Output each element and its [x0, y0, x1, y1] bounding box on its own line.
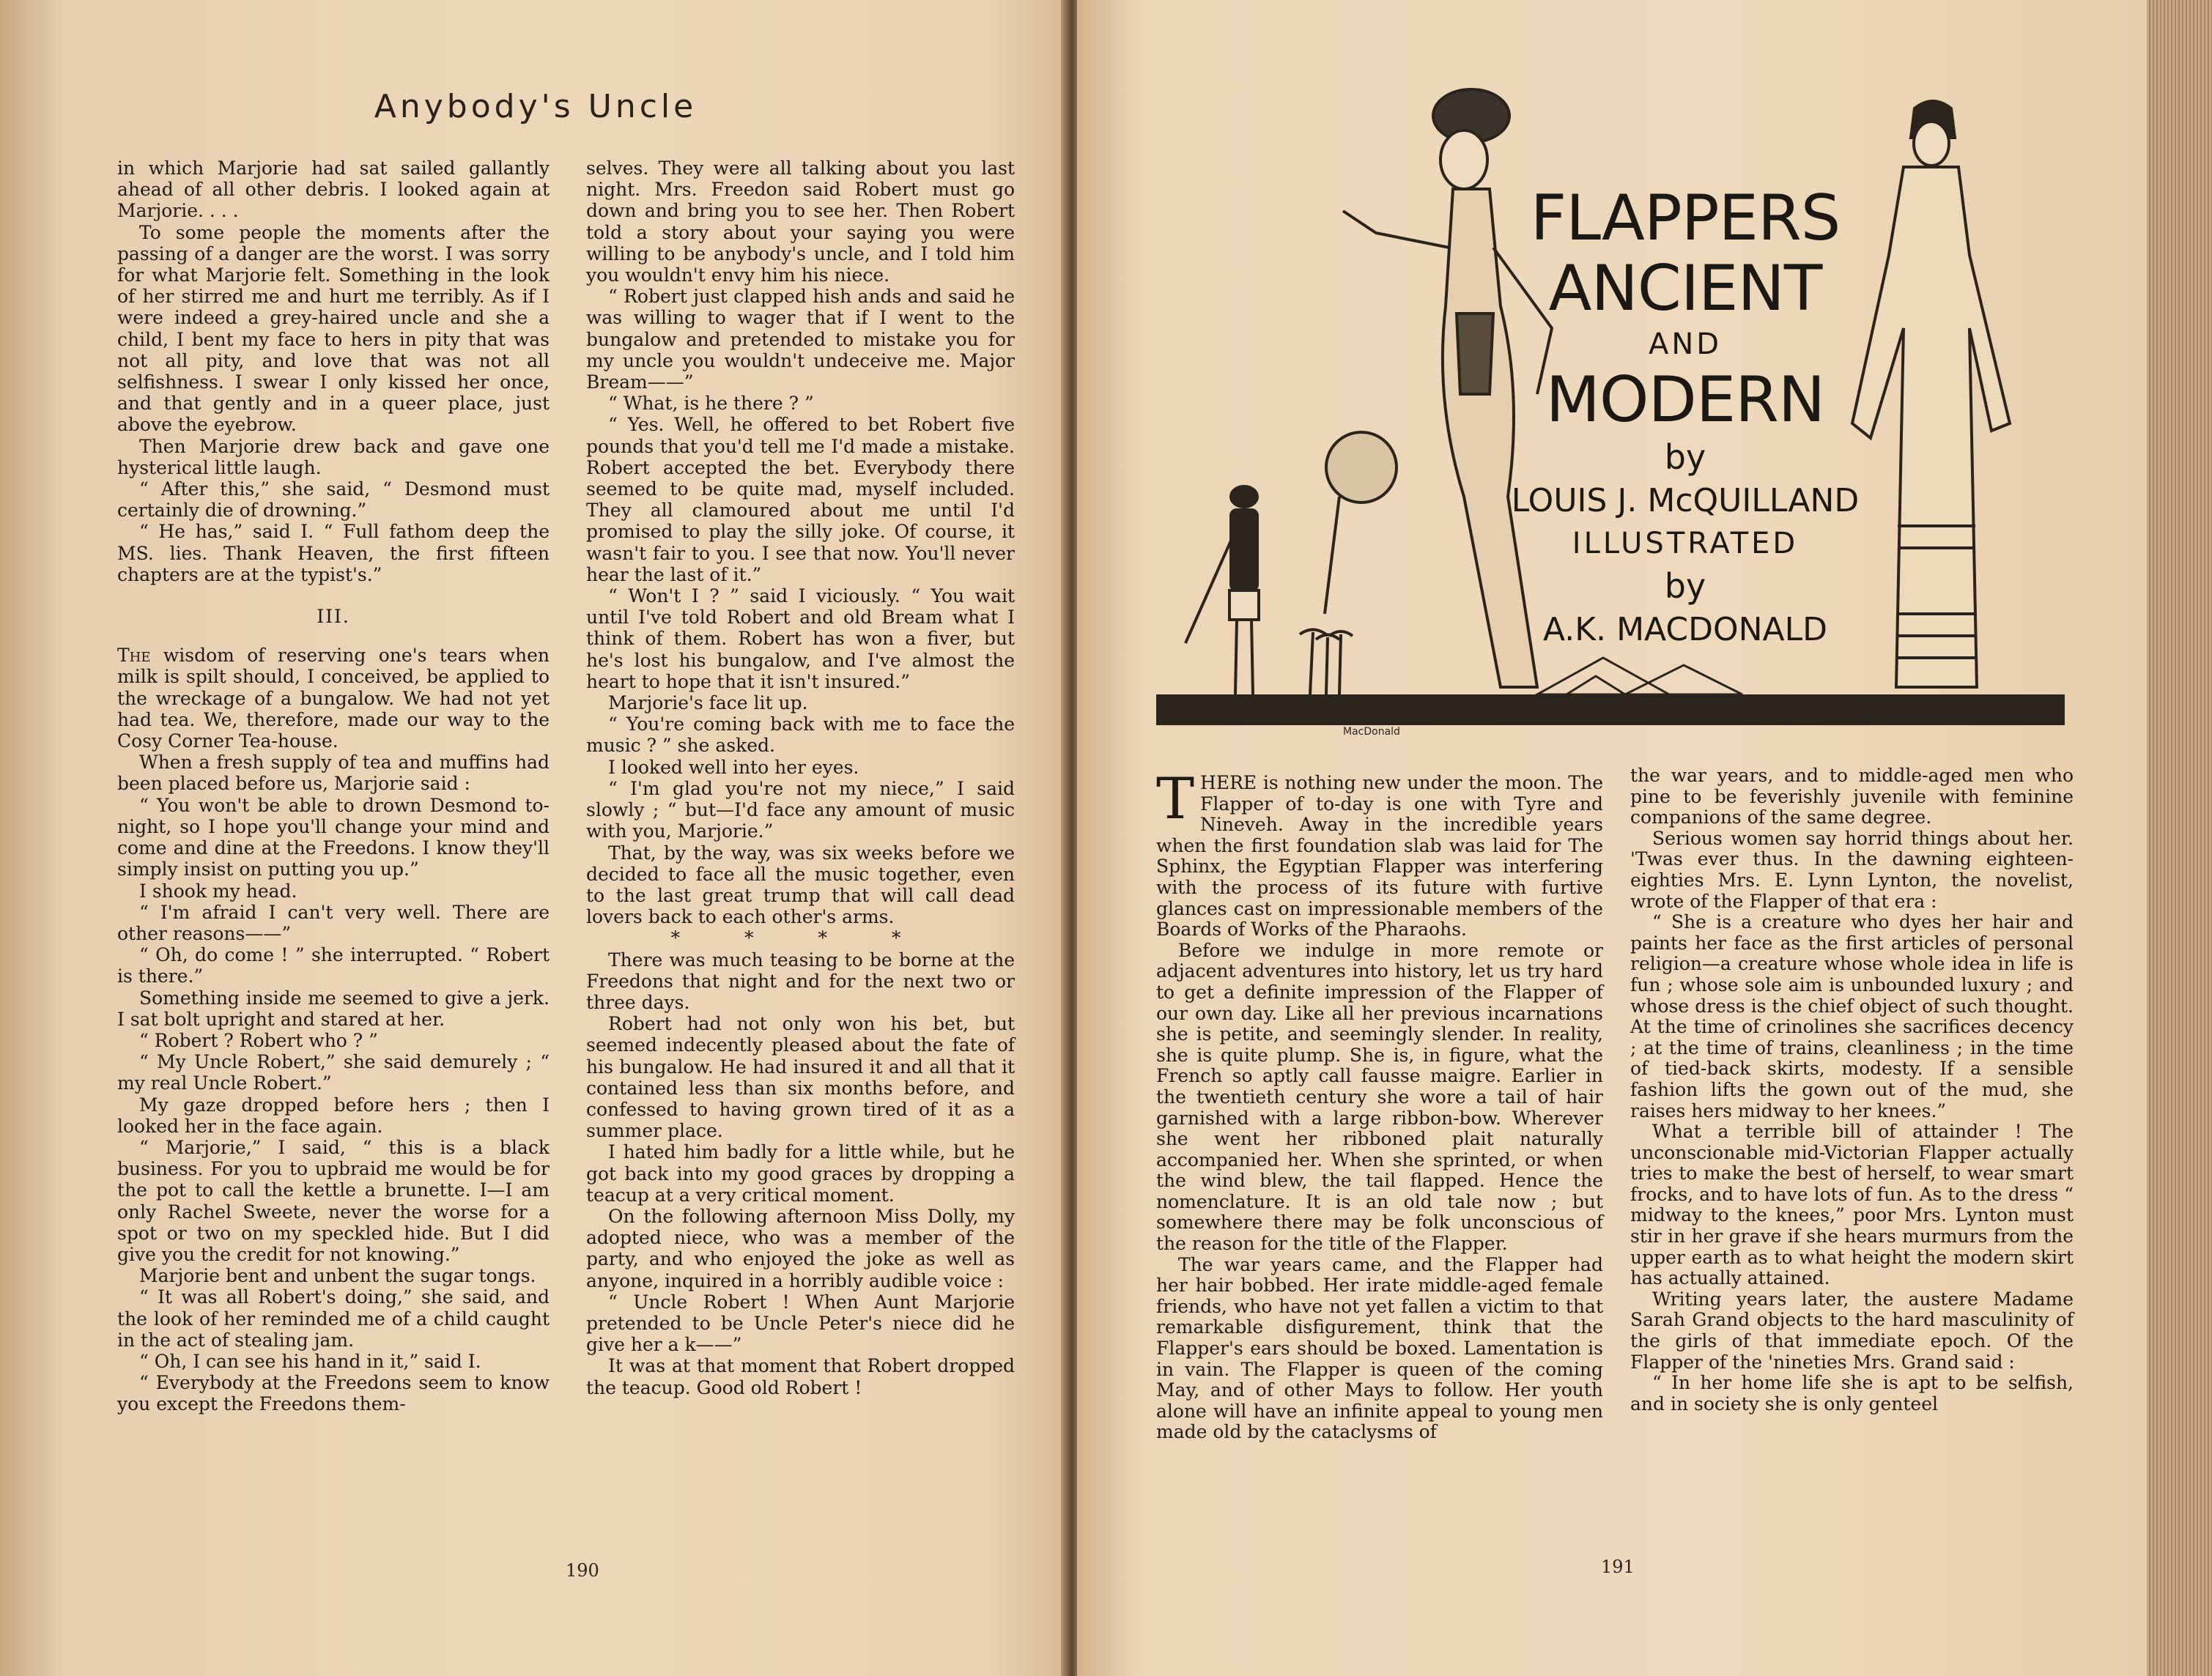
palm-trees-icon — [1300, 630, 1353, 695]
paragraph: “ I'm afraid I can't very well. There are other reasons——” — [117, 901, 550, 944]
paragraph: in which Marjorie had sat sailed gallantly ahead of all other debris. I looked again at Marjorie. . . . — [117, 157, 550, 222]
left-column-2 — [586, 157, 1015, 1398]
author-name: LOUIS J. McQUILLAND — [1511, 482, 1860, 519]
paragraph: “ My Uncle Robert,” she said demurely ; “ my real Uncle Robert.” — [117, 1051, 550, 1094]
paragraph: “ In her home life she is apt to be selfish, and in society she is only genteel — [1630, 1372, 2074, 1414]
paragraph: To some people the moments after the passing of a danger are the worst. I was sorry for what Marjorie felt. Something in the look of her stirred me and hurt me terribly. As if I were indeed a grey-haired uncle and she a child, I bent my face to hers in pity that was not all pity, and love that was not all selfishness. I swear I only kissed her once, and that gently and in a queer place, just above the eyebrow. — [117, 221, 550, 436]
pyramids-icon — [1537, 658, 1742, 694]
illustrator-name: A.K. MACDONALD — [1542, 611, 1828, 648]
paragraph: “ Everybody at the Freedons seem to know you except the Freedons them- — [117, 1372, 550, 1415]
article-title-block — [1495, 183, 1876, 652]
paragraph: I shook my head. — [139, 880, 297, 902]
section-heading: III. — [317, 606, 350, 628]
paragraph: Serious women say horrid things about her. 'Twas ever thus. In the dawning eighteen-eighties Mrs. E. Lynn Lynton, the novelist, wrote of the Flapper of that era : — [1630, 827, 2074, 912]
paragraph — [117, 645, 550, 752]
byline-by: by — [1664, 437, 1706, 477]
paragraph: the war years, and to middle-aged men who pine to be feverishly juvenile with feminine companions of the same degree. — [1630, 765, 2074, 828]
paragraph: Marjorie's face lit up. — [608, 692, 808, 714]
paragraph-text: wisdom of reserving one's tears when milk is spilt should, I conceived, be applied to the wreckage of a bungalow. We had not yet had tea. We, therefore, made our way to the Cosy Corner Tea-house. — [117, 645, 550, 752]
title-line-ancient: ANCIENT — [1548, 252, 1822, 325]
paragraph: “ You won't be able to drown Desmond to-night, so I hope you'll change your mind and come and dine at the Freedons. I know they'll simply insist on putting you up.” — [117, 794, 550, 880]
paragraph: Robert had not only won his bet, but seemed indecently pleased about the fate of his bungalow. He had insured it and all that it contained less than six months before, and confessed to having grown tired of it as a summer place. — [586, 1013, 1015, 1142]
paragraph: “ Uncle Robert ! When Aunt Marjorie pretended to be Uncle Peter's niece did he give her a k——” — [586, 1291, 1015, 1356]
right-column-2 — [1630, 765, 2074, 1414]
paragraph: Then Marjorie drew back and gave one hysterical little laugh. — [117, 435, 550, 478]
section-break: * * * * — [670, 927, 931, 949]
title-line-flappers: FLAPPERS — [1530, 182, 1841, 255]
paragraph: My gaze dropped before hers ; then I looked her in the face again. — [117, 1094, 550, 1137]
page-number: 191 — [1601, 1557, 1635, 1577]
paragraph: selves. They were all talking about you last night. Mrs. Freedon said Robert must go down and bring you to see her. Then Robert told a story about your saying you were willing to be anybody's uncle, and I told him you wouldn't envy him his niece. — [586, 157, 1015, 286]
opening-paragraph — [1156, 766, 1603, 941]
paragraph: “ He has,” said I. “ Full fathom deep the MS. lies. Thank Heaven, the first fifteen chapters are at the typist's.” — [117, 521, 550, 585]
paragraph: “ Yes. Well, he offered to bet Robert five pounds that you'd tell me I'd made a mistake. Robert accepted the bet. Everybody there seemed to be quite mad, myself included. They all clamoured about me until I'd promised to play the silly joke. Of course, it wasn't fair to you. I see that now. You'll never hear the last of it.” — [586, 414, 1015, 585]
illustrated-label: ILLUSTRATED — [1572, 527, 1799, 560]
paragraph: When a fresh supply of tea and muffins had been placed before us, Marjorie said : — [117, 752, 550, 795]
paragraph: “ You're coming back with me to face the music ? ” she asked. — [586, 713, 1015, 757]
illustrator-by: by — [1664, 566, 1706, 606]
paragraph: The war years came, and the Flapper had her hair bobbed. Her irate middle-aged female friends, who have not yet fallen a victim to that remarkable disfigurement, think that the Flapper's ears should be boxed. Lamentation is in vain. The Flapper is queen of the coming May, and of other Mays to follow. Her youth alone will have an infinite appeal to young men made old by the cataclysms of — [1156, 1253, 1603, 1443]
paragraph: “ Oh, do come ! ” she interrupted. “ Robert is there.” — [117, 944, 550, 987]
attendant-figure — [1185, 486, 1259, 694]
paragraph: On the following afternoon Miss Dolly, my adopted niece, who was a member of the party, and who enjoyed the joke as well as anyone, inquired in a horribly audible voice : — [586, 1205, 1015, 1291]
page-edges — [2147, 0, 2212, 1676]
paragraph: What a terrible bill of attainder ! The unconscionable mid-Victorian Flapper actually tries to make the best of herself, to wear smart frocks, and to have lots of fun. As to the dress “ midway to the knees,” poor Mrs. Lynton must stir in her grave if she hears murmurs from the upper earth as to what height the modern skirt has actually attained. — [1630, 1121, 2074, 1289]
paragraph: “ Robert ? Robert who ? ” — [139, 1029, 378, 1051]
paragraph: There was much teasing to be borne at the Freedons that night and for the next two or three days. — [586, 949, 1015, 1013]
drop-cap: T — [1156, 766, 1195, 832]
left-column-1 — [117, 157, 550, 1415]
page-number: 190 — [566, 1560, 599, 1581]
paragraph: That, by the way, was six weeks before we decided to face all the music together, even to the last great trump that will call dead lovers back to each other's arms. — [586, 842, 1015, 928]
paragraph: “ She is a creature who dyes her hair and paints her face as the first articles of personal religion—a creature whose whole idea in life is fun ; whose sole aim is unbounded luxury ; and whose dress is the chief object of such thought. At the time of crinolines she sacrifices decency ; at the time of trains, cleanliness ; in the time of tied-back skirts, modesty. If a sensible fashion lifts the gown out of the mud, she raises hers midway to her knees.” — [1630, 911, 2074, 1121]
left-page — [0, 0, 1071, 1676]
paragraph: “ What, is he there ? ” — [608, 393, 814, 415]
paragraph: “ I'm glad you're not my niece,” I said slowly ; “ but—I'd face any amount of music with you, Marjorie.” — [586, 777, 1015, 842]
paragraph: “ It was all Robert's doing,” she said, and the look of her reminded me of a child caught in the act of stealing jam. — [117, 1286, 550, 1351]
paragraph: It was at that moment that Robert dropped the teacup. Good old Robert ! — [586, 1355, 1015, 1398]
paragraph: I hated him badly for a little while, but he got back into my good graces by dropping a teacup at a very critical moment. — [586, 1141, 1015, 1206]
paragraph: “ After this,” she said, “ Desmond must certainly die of drowning.” — [117, 478, 550, 522]
paragraph: Something inside me seemed to give a jerk. I sat bolt upright and stared at her. — [117, 987, 550, 1030]
paragraph: Writing years later, the austere Madame Sarah Grand objects to the hard masculinity of the girls of that immediate epoch. Of the Flapper of the 'nineties Mrs. Grand said : — [1630, 1288, 2074, 1373]
paragraph: Marjorie bent and unbent the sugar tongs. — [139, 1265, 536, 1287]
paragraph: “ Robert just clapped hish ands and said he was willing to wager that if I went to the bungalow and pretended to mistake you for my uncle you wouldn't undeceive me. Major Bream——” — [586, 286, 1015, 393]
paragraph-text: HERE is nothing new under the moon. The Flapper of to-day is one with Tyre and Nineveh. Away in the incredible years when the first foundation slab was laid for The Sphinx, the Egyptian Flapper was interfering with the process of its future with furtive glances cast on impressionable members of the Boards of Works of the Pharaohs. — [1156, 772, 1603, 941]
egyptian-flapper-figure — [1852, 101, 2010, 687]
illustrator-signature: MacDonald — [1343, 726, 1400, 738]
title-line-modern: MODERN — [1545, 363, 1825, 437]
paragraph: Before we indulge in more remote or adjacent adventures into history, let us try hard to get a definite impression of the Flapper of our own day. Like all her previous incarnations she is petite, and seemingly slender. In reality, she is quite plump. She is, in figure, what the French so aptly call fausse maigre. Earlier in the twentieth century she wore a tail of hair garnished with a large ribbon-bow. Wherever she went her ribboned plait naturally accompanied her. When she sprinted, or when the wind blew, the tail flapped. Hence the nomenclature. It is an old tale now ; but somewhere there may be folk unconscious of the reason for the title of the Flapper. — [1156, 939, 1603, 1255]
paragraph: “ Marjorie,” I said, “ this is a black business. For you to upbraid me would be for the pot to call the kettle a brunette. I—I am only Rachel Sweete, never the worse for a spot or two on my speckled hide. But I did give you the credit for not knowing.” — [117, 1136, 550, 1265]
paragraph: I looked well into her eyes. — [608, 756, 859, 778]
paragraph: “ Oh, I can see his hand in it,” said I. — [139, 1350, 481, 1372]
paragraph: “ Won't I ? ” said I viciously. “ You wait until I've told Robert and old Bream what I think of them. Robert has won a fiver, but he's lost his bungalow, and I've almost the heart to hope that it isn't insured.” — [586, 585, 1015, 692]
title-line-and: AND — [1648, 327, 1723, 361]
right-column-1 — [1156, 766, 1603, 1443]
running-head: Anybody's Uncle — [374, 88, 698, 125]
small-caps-opening: The — [117, 645, 151, 667]
ground-band — [1156, 694, 2065, 725]
